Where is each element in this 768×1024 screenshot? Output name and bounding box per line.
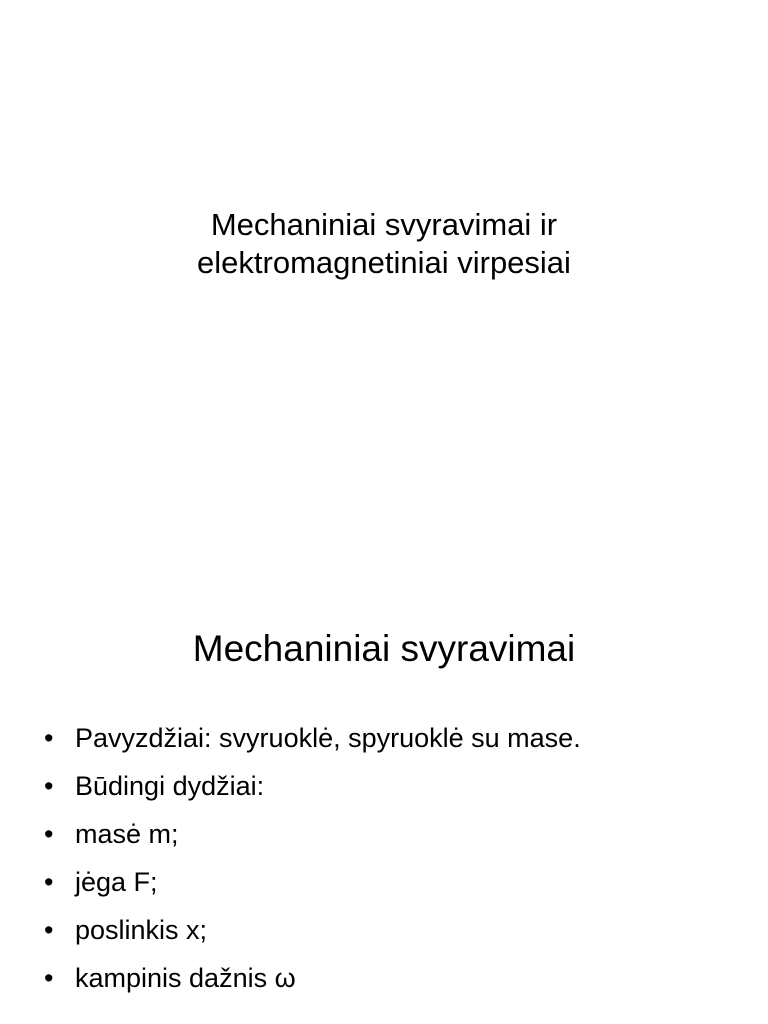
- list-item: [44, 810, 581, 858]
- bullet-icon: •: [44, 771, 54, 801]
- title-line-2: elektromagnetiniai virpesiai: [197, 245, 571, 280]
- title-line-1: Mechaniniai svyravimai ir: [210, 207, 558, 242]
- bullet-icon: •: [44, 867, 54, 897]
- bullet-text: jėga F;: [75, 867, 158, 897]
- slide-heading: Mechaniniai svyravimai: [192, 628, 576, 669]
- bullet-text: masė m;: [75, 819, 179, 849]
- bullet-text: Būdingi dydžiai:: [75, 771, 265, 801]
- bullet-icon: •: [44, 915, 54, 945]
- bullet-list: [44, 714, 581, 1002]
- bullet-icon: •: [44, 963, 54, 993]
- bullet-text: Pavyzdžiai: svyruoklė, spyruoklė su mase.: [75, 723, 581, 753]
- content-slide: [0, 512, 768, 1024]
- list-item: [44, 858, 581, 906]
- list-item: [44, 906, 581, 954]
- bullet-icon: •: [44, 819, 54, 849]
- list-item: [44, 762, 581, 810]
- list-item: [44, 714, 581, 762]
- bullet-text: kampinis dažnis ω: [75, 963, 296, 993]
- bullet-icon: •: [44, 723, 54, 753]
- bullet-text: poslinkis x;: [75, 915, 208, 945]
- list-item: [44, 954, 581, 1002]
- slide-title: [84, 206, 684, 282]
